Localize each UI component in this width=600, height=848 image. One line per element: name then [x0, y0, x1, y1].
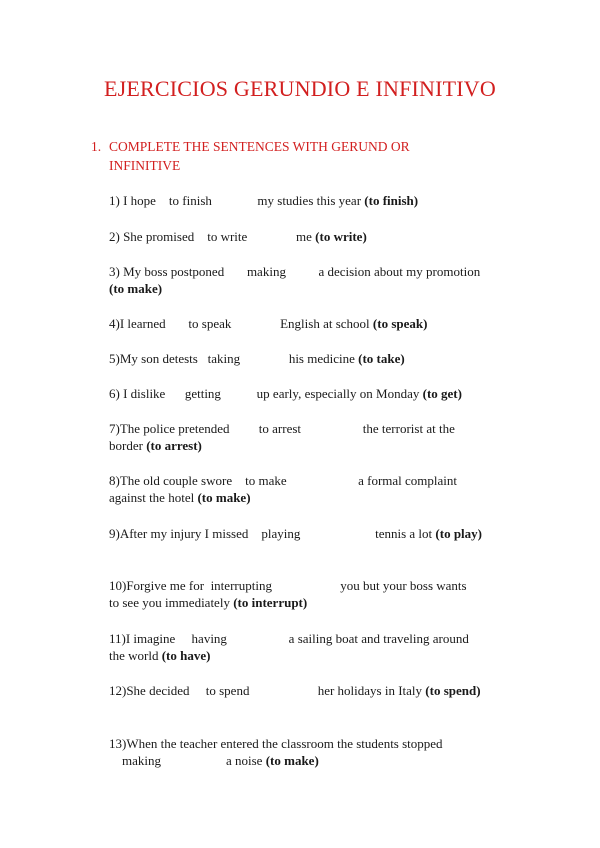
section-heading — [91, 137, 471, 175]
exercise-item — [109, 735, 529, 769]
exercise-hint: (to interrupt) — [233, 595, 308, 610]
exercise-hint: (to arrest) — [146, 438, 202, 453]
exercise-hint: (to make) — [265, 753, 319, 768]
exercise-item — [109, 420, 529, 454]
exercise-item — [109, 525, 529, 542]
exercise-item — [109, 192, 529, 209]
section-heading-text: COMPLETE THE SENTENCES WITH GERUND OR INFINITIVE — [109, 139, 410, 173]
exercise-text: 12)She decided to spend her holidays in Italy — [109, 683, 426, 698]
exercise-text: 5)My son detests taking his medicine — [109, 351, 359, 366]
exercise-item — [109, 350, 529, 367]
exercise-item — [109, 385, 529, 402]
exercise-text: 6) I dislike getting up early, especially on Monday — [109, 386, 423, 401]
page-title: EJERCICIOS GERUNDIO E INFINITIVO — [104, 76, 496, 101]
exercise-item — [109, 682, 529, 699]
exercise-hint: (to take) — [358, 351, 405, 366]
exercise-hint: (to get) — [422, 386, 462, 401]
exercise-text: 10)Forgive me for interrupting you but your boss wants to see you immediately — [109, 578, 467, 610]
exercise-text: 13)When the teacher entered the classroom the students stopped making a noise — [109, 736, 443, 768]
exercise-item — [109, 315, 529, 332]
section-number: 1. — [91, 139, 102, 154]
exercise-text: 2) She promised to write me — [109, 229, 316, 244]
exercise-hint: (to make) — [197, 490, 251, 505]
exercise-hint: (to speak) — [372, 316, 428, 331]
exercise-text: 11)I imagine having a sailing boat and traveling around the world — [109, 631, 469, 663]
exercise-item — [109, 228, 529, 245]
exercise-item — [109, 630, 529, 664]
exercise-text: 4)I learned to speak English at school — [109, 316, 373, 331]
exercise-hint: (to make) — [109, 281, 163, 296]
exercise-item — [109, 263, 529, 297]
exercise-item — [109, 577, 529, 611]
exercise-hint: (to spend) — [425, 683, 481, 698]
exercise-hint: (to have) — [161, 648, 211, 663]
exercise-hint: (to play) — [435, 526, 482, 541]
exercise-hint: (to write) — [315, 229, 367, 244]
exercise-text: 7)The police pretended to arrest the terrorist at the border — [109, 421, 455, 453]
exercise-text: 3) My boss postponed making a decision about my promotion — [109, 264, 481, 279]
exercise-text: 1) I hope to finish my studies this year — [109, 193, 365, 208]
exercise-text: 9)After my injury I missed playing tennis a lot — [109, 526, 436, 541]
exercise-item — [109, 472, 529, 506]
exercise-hint: (to finish) — [364, 193, 419, 208]
exercise-text: 8)The old couple swore to make a formal complaint against the hotel — [109, 473, 458, 505]
